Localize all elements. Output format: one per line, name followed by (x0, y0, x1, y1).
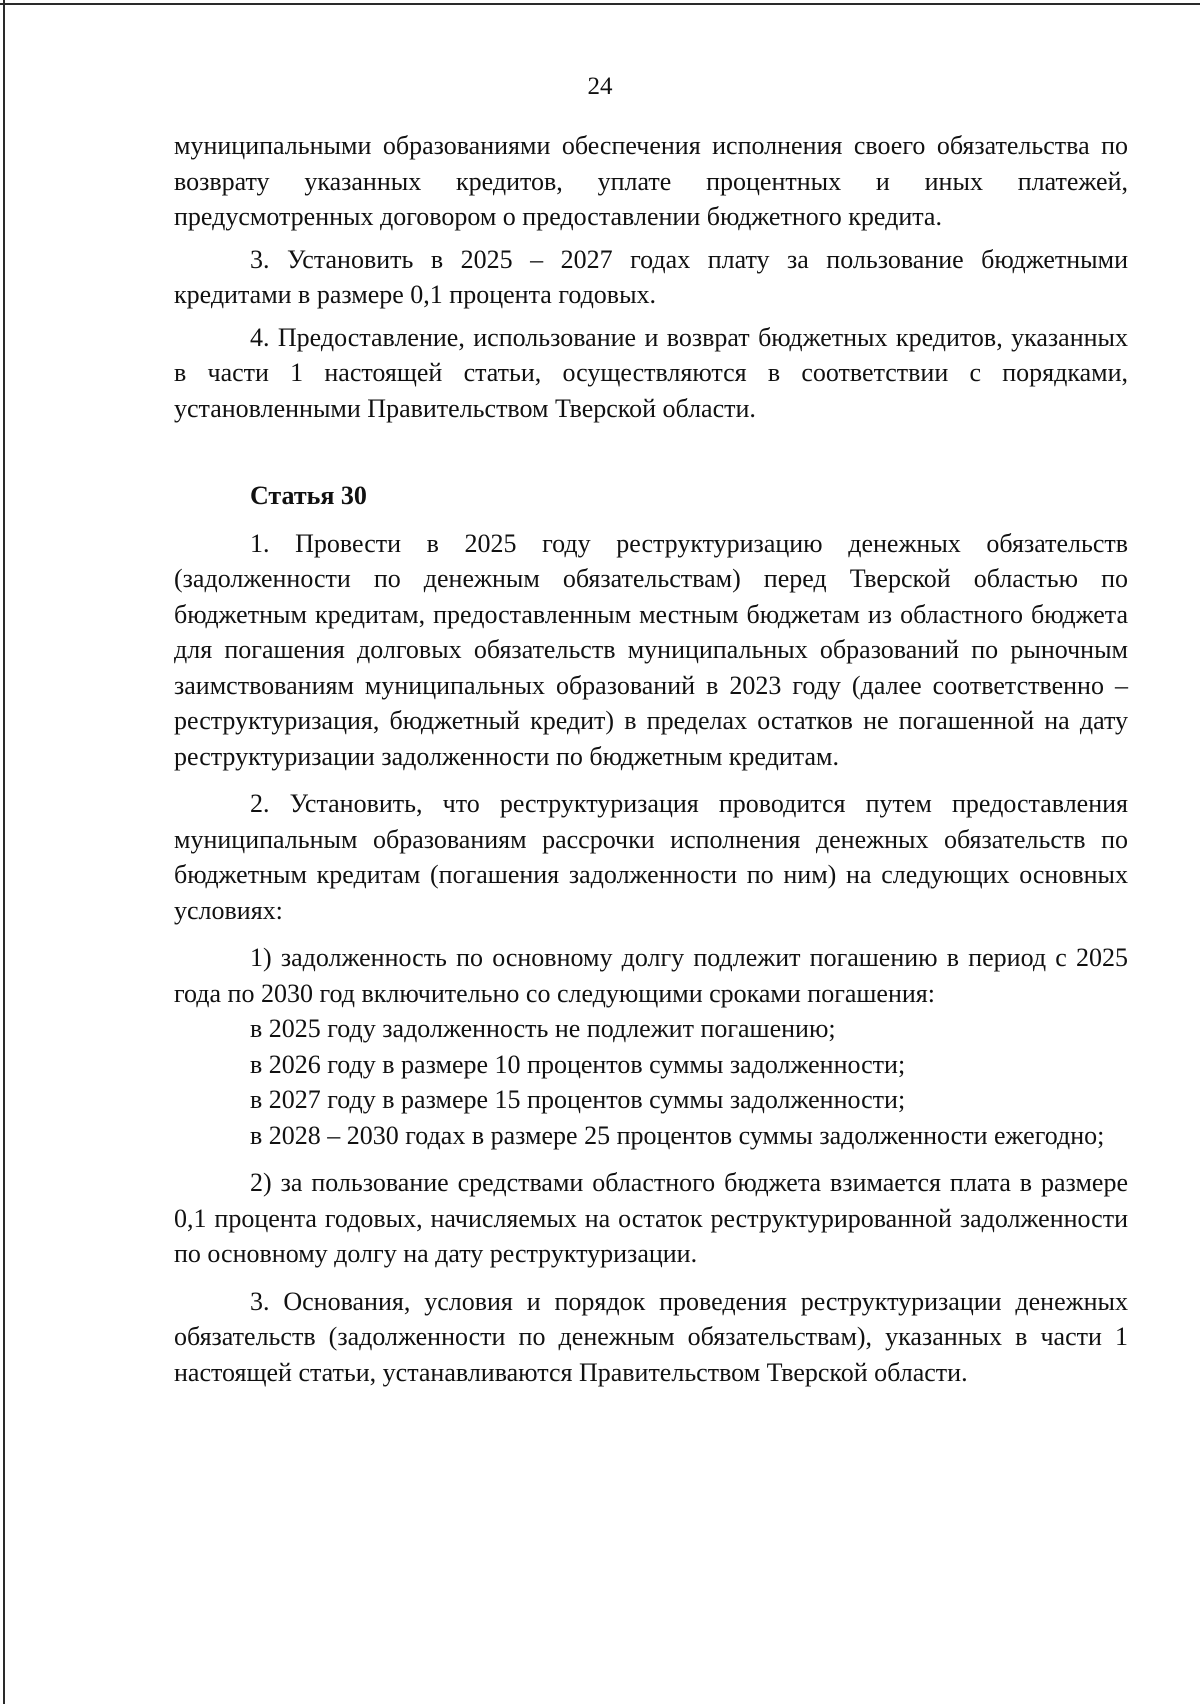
schedule-2027: в 2027 году в размере 15 процентов суммы задолженности; (250, 1085, 906, 1114)
article-part-3: 3. Основания, условия и порядок проведения реструктуризации денежных обязательств (задолженности по денежным обязательствам), указанных в части 1 настоящей статьи, устанавливаются Правительством Тверской области. (174, 1286, 1128, 1387)
article-part-2: 2. Установить, что реструктуризация проводится путем предоставления муниципальным образованиям рассрочки исполнения денежных обязательств по бюджетным кредитам (погашения задолженности по ним) на следующих основных условиях: (174, 789, 1128, 925)
paragraph-item-4: 4. Предоставление, использование и возврат бюджетных кредитов, указанных в части 1 настоящей статьи, осуществляются в соответствии с порядками, установленными Правительством Тверской области. (174, 322, 1128, 423)
schedule-2028-2030: в 2028 – 2030 годах в размере 25 процентов суммы задолженности ежегодно; (250, 1120, 1105, 1150)
condition-1: 1) задолженность по основному долгу подлежит погашению в период с 2025 года по 2030 год включительно со следующими сроками погашения: (174, 943, 1128, 1008)
scan-edge-left (3, 0, 5, 1704)
condition-2: 2) за пользование средствами областного бюджета взимается плата в размере 0,1 процента годовых, начисляемых на остаток реструктурированной задолженности по основному долгу на дату реструктуризации. (174, 1168, 1128, 1268)
schedule-2026: в 2026 году в размере 10 процентов суммы задолженности; (250, 1049, 906, 1079)
paragraph-continuation: муниципальными образованиями обеспечения исполнения своего обязательства по возврату указанных кредитов, уплате процентных и иных платежей, предусмотренных договором о предоставлении бюджетного кредита. (174, 131, 1128, 231)
paragraph-item-3: 3. Установить в 2025 – 2027 годах плату за пользование бюджетными кредитами в размере 0,1 процента годовых. (174, 244, 1128, 309)
article-heading: Статья 30 (250, 481, 367, 510)
scan-edge-top (0, 3, 1200, 5)
page-number: 24 (587, 73, 613, 100)
article-part-1: 1. Провести в 2025 году реструктуризацию денежных обязательств (задолженности по денежным обязательствам) перед Тверской областью по бюджетным кредитам, предоставленным местным бюджетам из областного бюджета для погашения долговых обязательств муниципальных образований по рыночным заимствованиям муниципальных образований в 2023 году (далее соответственно – реструктуризация, бюджетный кредит) в пределах остатков не погашенной на дату реструктуризации задолженности по бюджетным кредитам. (174, 528, 1128, 771)
schedule-2025: в 2025 году задолженность не подлежит погашению; (250, 1014, 836, 1043)
document-body (174, 128, 1128, 1390)
